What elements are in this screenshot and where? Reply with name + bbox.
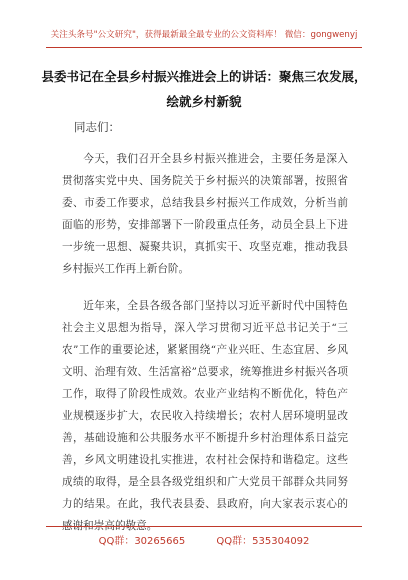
footer-qq-group-2: QQ群：535304092 — [216, 536, 310, 547]
header-divider — [46, 47, 362, 48]
document-title: 县委书记在全县乡村振兴推进会上的讲话：聚焦三农发展，绘就乡村新貌 — [41, 69, 367, 109]
paragraph-2: 近年来，全县各级各部门坚持以习近平新时代中国特色社会主义思想为指导，深入学习贯彻习近平总书记关于“三农”工作的重要论述，紧紧围绕“产业兴旺、生态宜居、乡风文明、治理有效、生活富裕”总要求，统筹推进乡村振兴各项工作，取得了阶段性成效。农业产业结构不断优化，特色产业规模逐步扩大，农民收入持续增长；农村人居环境明显改善，基础设施和公共服务水平不断提升乡村治理体系日益完善，乡风文明建设扎实推进，农村社会保持和谐稳定。这些成绩的取得，是全县各级党组织和广大党员干部群众共同努力的结果。在此，我代表县委、县政府，向大家表示衷心的感谢和崇高的敬意。 — [62, 300, 348, 532]
footer-qq-group-1: QQ群：30265665 — [98, 536, 186, 547]
paragraph-1: 今天，我们召开全县乡村振兴推进会，主要任务是深入贯彻落实党中央、国务院关于乡村振兴的决策部署，按照省委、市委工作要求，总结我县乡村振兴工作成效，分析当前面临的形势，安排部署下一阶段重点任务，动员全县上下进一步统一思想、凝聚共识，真抓实干、攻坚克难，推动我县乡村振兴工作再上新台阶。 — [62, 153, 348, 275]
header-note: 关注头条号"公文研究"，获得最新最全最专业的公文资料库！ 微信：gongwenyj — [50, 30, 358, 40]
footer — [0, 532, 408, 547]
salutation: 同志们： — [74, 120, 120, 134]
footer-divider — [46, 526, 362, 527]
